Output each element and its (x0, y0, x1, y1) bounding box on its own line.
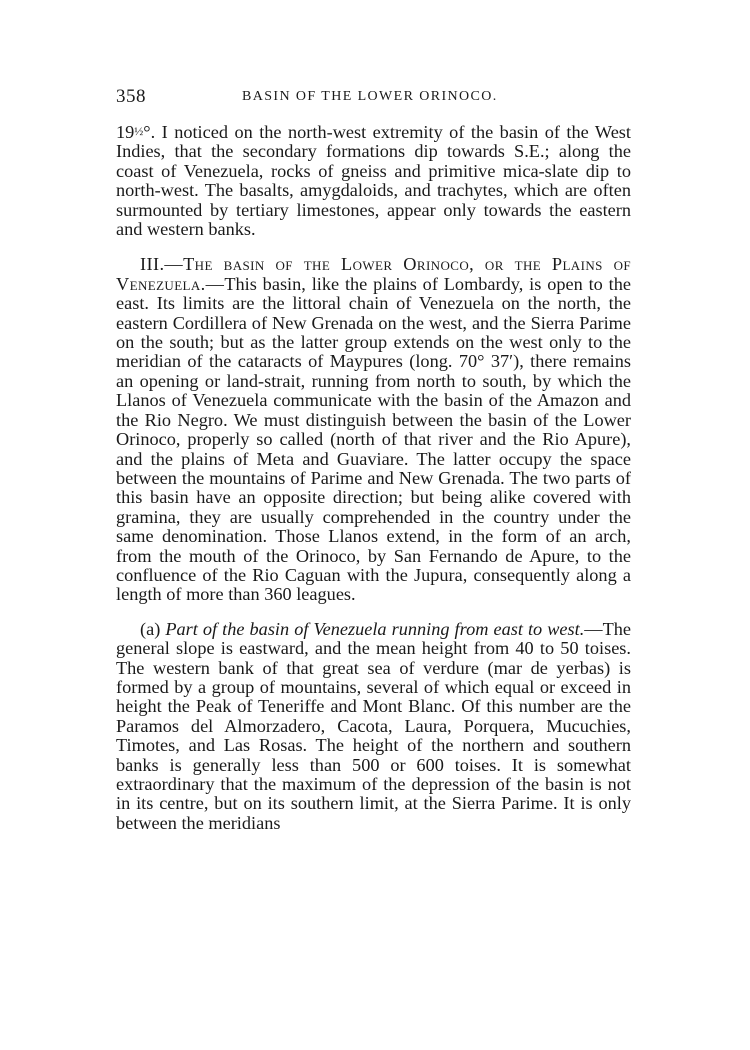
degree-fraction: ½ (134, 124, 144, 138)
degree-value: 19 (116, 122, 135, 142)
section-heading: III.—The basin of the Lower Orinoco, or the Plains of Venezuela.— (116, 254, 631, 294)
section-paragraph-lower-orinoco (116, 255, 631, 604)
paragraph-text: This basin, like the plains of Lombardy, is open to the east. Its limits are the littoral chain of Venezuela on the north, the eastern Cordillera of New Grenada on the west, and the Sierra Parime on the south; but as the latter group extends on the west only to the meridian of the cataracts of Maypures (long. 70° 37′), there remains an opening or land-strait, running from north to south, by which the Llanos of Venezuela communicate with the basin of the Amazon and the Rio Negro. We must distinguish between the basin of the Lower Orinoco, properly so called (north of that river and the Rio Apure), and the plains of Meta and Guaviare. The latter occupy the space between the mountains of Parime and New Grenada. The two parts of this basin have an opposite direction; but being alike covered with gramina, they are usually comprehended in the country under the same denomination. Those Llanos extend, in the form of an arch, from the mouth of the Orinoco, by San Fernando de Apure, to the confluence of the Rio Caguan with the Jupura, consequently along a length of more than 360 leagues. (116, 273, 631, 605)
subsection-heading: Part of the basin of Venezuela running from east to west. (165, 618, 585, 639)
degree-suffix: °. (143, 122, 156, 142)
subsection-paragraph-venezuela (116, 620, 631, 833)
running-head (116, 86, 631, 116)
book-page (116, 86, 631, 833)
subsection-label: (a) (140, 618, 166, 639)
page-number: 358 (116, 86, 146, 107)
paragraph-text: —The general slope is eastward, and the mean height from 40 to 50 toises. The western bank of that great sea of verdure (mar de yerbas) is formed by a group of mountains, several of which equal or exceed in height the Peak of Teneriffe and Mont Blanc. Of this number are the Paramos del Almorzadero, Cacota, Laura, Porquera, Mucuchies, Timotes, and Las Rosas. The height of the northern and southern banks is generally less than 500 or 600 toises. It is somewhat extraordinary that the maximum of the depression of the basin is not in its centre, but on its southern limit, at the Sierra Parime. It is only between the meridians (116, 618, 631, 833)
paragraph-continuation (116, 122, 631, 239)
running-title: BASIN OF THE LOWER ORINOCO. (242, 89, 498, 104)
paragraph-text: I noticed on the north-west extremity of the basin of the West Indies, that the secondary formations dip towards S.E.; along the coast of Venezuela, rocks of gneiss and primitive mica-slate dip to north-west. The basalts, amygdaloids, and trachytes, which are often surmounted by tertiary limestones, appear only towards the eastern and western banks. (116, 122, 631, 240)
